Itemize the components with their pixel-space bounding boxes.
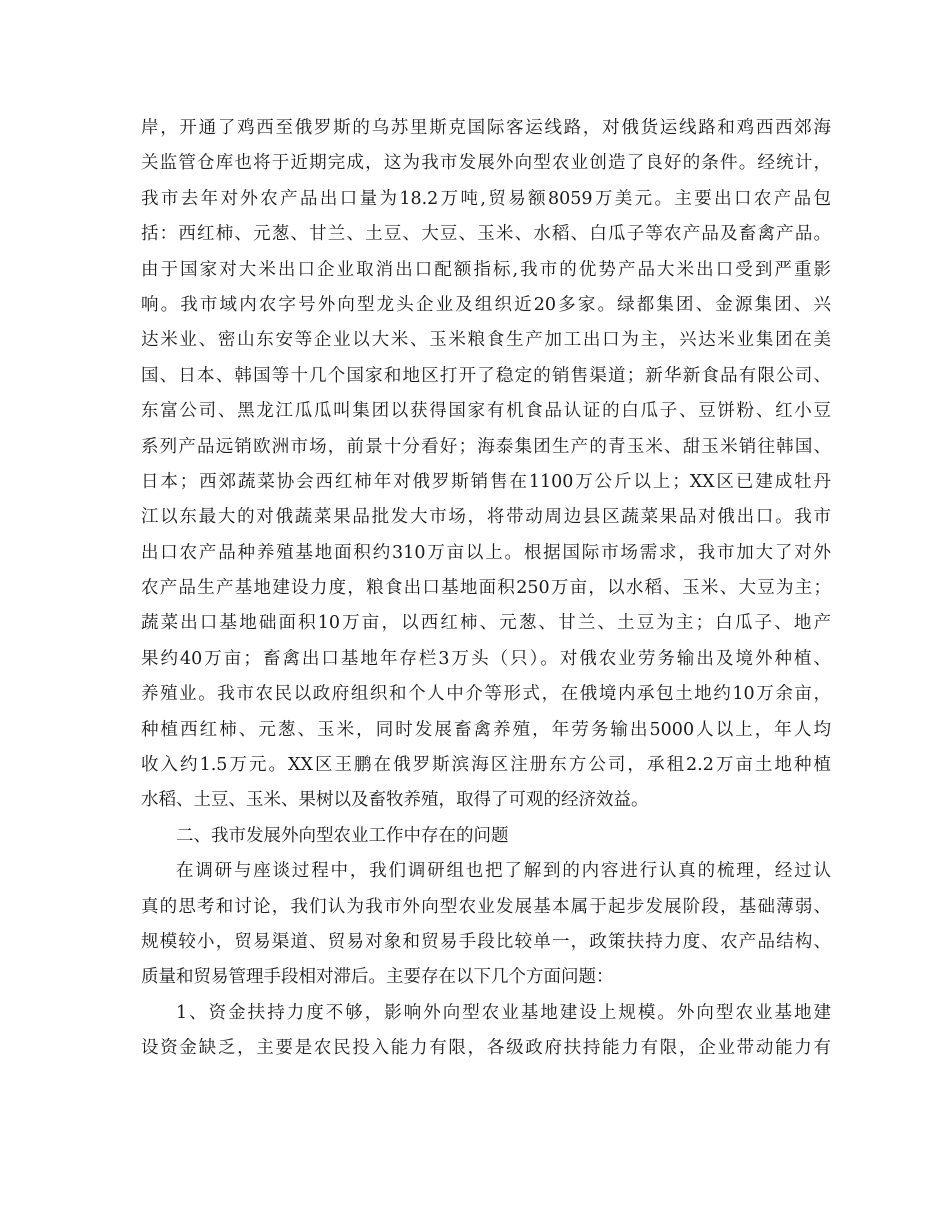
paragraph-1-line: 岸，开通了鸡西至俄罗斯的乌苏里斯克国际客运线路，对俄货运线路和鸡西西郊海 — [141, 118, 831, 138]
paragraph-1-line: 农产品生产基地建设力度，粮食出口基地面积250万亩，以水稻、玉米、大豆为主； — [141, 578, 831, 599]
paragraph-1-line: 蔬菜出口基地础面积10万亩，以西红柿、元葱、甘兰、土豆为主；白瓜子、地产 — [141, 613, 831, 634]
paragraph-1-line: 响。我市域内农字号外向型龙头企业及组织近20多家。绿都集团、金源集团、兴 — [141, 294, 831, 315]
paragraph-2-line: 规模较小，贸易渠道、贸易对象和贸易手段比较单一，政策扶持力度、农产品结构、 — [141, 931, 831, 952]
paragraph-2-line: 真的思考和讨论，我们认为我市外向型农业发展基本属于起步发展阶段，基础薄弱、 — [141, 896, 831, 917]
paragraph-2-line: 在调研与座谈过程中，我们调研组也把了解到的内容进行认真的梳理，经过认 — [176, 861, 831, 882]
paragraph-1-line: 种植西红柿、元葱、玉米，同时发展畜禽养殖，年劳务输出5000人以上，年人均 — [141, 719, 831, 740]
paragraph-3-line: 设资金缺乏，主要是农民投入能力有限，各级政府扶持能力有限，企业带动能力有 — [141, 1038, 831, 1059]
paragraph-2-line: 质量和贸易管理手段相对滞后。主要存在以下几个方面问题： — [141, 967, 614, 988]
paragraph-1-line: 江以东最大的对俄蔬菜果品批发大市场，将带动周边县区蔬菜果品对俄出口。我市 — [141, 507, 831, 528]
document-body — [141, 111, 831, 1067]
paragraph-1-line: 果约40万亩；畜禽出口基地年存栏3万头（只）。对俄农业劳务输出及境外种植、 — [141, 648, 831, 669]
paragraph-1-line: 收入约1.5万元。XX区王鹏在俄罗斯滨海区注册东方公司，承租2.2万亩土地种植 — [141, 755, 831, 776]
paragraph-1-line: 我市去年对外农产品出口量为18.2万吨,贸易额8059万美元。主要出口农产品包 — [141, 188, 831, 209]
paragraph-1-line: 关监管仓库也将于近期完成，这为我市发展外向型农业创造了良好的条件。经统计， — [141, 153, 831, 174]
paragraph-1-line: 括：西红柿、元葱、甘兰、土豆、大豆、玉米、水稻、白瓜子等农产品及畜禽产品。 — [141, 224, 831, 245]
paragraph-1-line: 养殖业。我市农民以政府组织和个人中介等形式，在俄境内承包土地约10万余亩， — [141, 684, 831, 705]
paragraph-1-line: 系列产品远销欧洲市场，前景十分看好；海泰集团生产的青玉米、甜玉米销往韩国、 — [141, 436, 831, 457]
paragraph-1-line: 达米业、密山东安等企业以大米、玉米粮食生产加工出口为主，兴达米业集团在美 — [141, 330, 831, 351]
paragraph-3-line: 1、资金扶持力度不够，影响外向型农业基地建设上规模。外向型农业基地建 — [176, 1002, 831, 1023]
section-heading: 二、我市发展外向型农业工作中存在的问题 — [176, 825, 509, 846]
paragraph-1-line: 由于国家对大米出口企业取消出口配额指标,我市的优势产品大米出口受到严重影 — [141, 259, 831, 280]
paragraph-1-line: 日本；西郊蔬菜协会西红柿年对俄罗斯销售在1100万公斤以上；XX区已建成牡丹 — [141, 471, 831, 492]
paragraph-1-line: 水稻、土豆、玉米、果树以及畜牧养殖，取得了可观的经济效益。 — [141, 790, 649, 811]
paragraph-1-line: 出口农产品种养殖基地面积约310万亩以上。根据国际市场需求，我市加大了对外 — [141, 542, 831, 563]
paragraph-1-line: 国、日本、韩国等十几个国家和地区打开了稳定的销售渠道；新华新食品有限公司、 — [141, 365, 831, 386]
paragraph-1-line: 东富公司、黑龙江瓜瓜叫集团以获得国家有机食品认证的白瓜子、豆饼粉、红小豆 — [141, 401, 831, 422]
